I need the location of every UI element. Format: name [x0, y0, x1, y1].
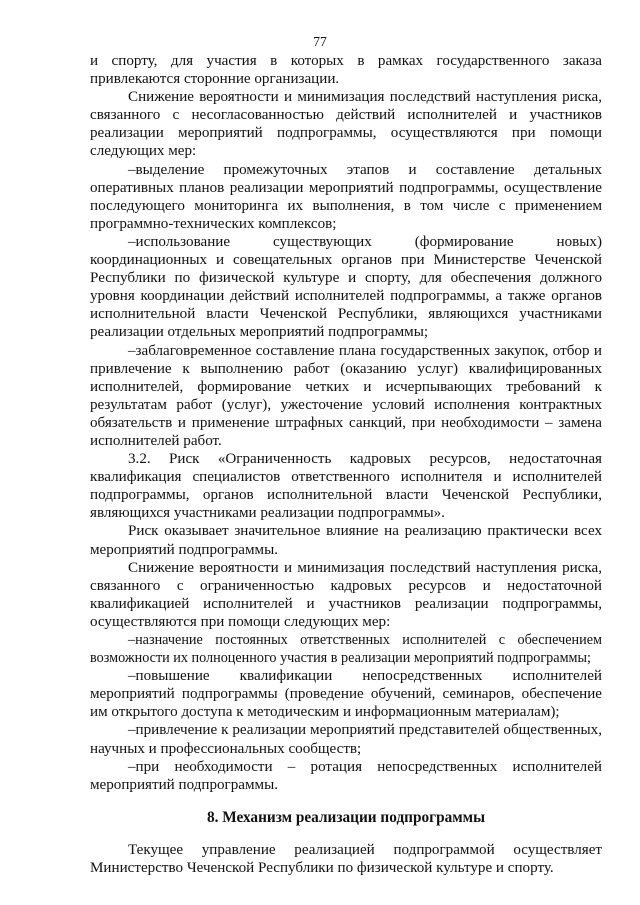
list-item-rotation: –при необходимости – ротация непосредственных исполнителей мероприятий подпрограммы.	[90, 758, 602, 793]
list-item-coordination-bodies: –использование существующих (формирование новых) координационных и совещательных органов при Министерстве Чеченской Республики по физической культуре и спорту, для обеспечения должного уровня координации действий исполнителей подпрограммы, а также органов исполнительной власти Чеченской Республики, являющихся участниками реализации отдельных мероприятий подпрограммы;	[90, 233, 602, 341]
page-number: 77	[313, 34, 327, 49]
page-body	[90, 52, 602, 877]
paragraph-risk-impact: Риск оказывает значительное влияние на реализацию практически всех мероприятий подпрограммы.	[90, 523, 602, 558]
list-item-intermediate-stages: –выделение промежуточных этапов и составление детальных оперативных планов реализации мероприятий подпрограммы, осуществление последующего мониторинга их выполнения, в том числе с применением программно-технических комплексов;	[90, 161, 602, 232]
paragraph-risk-3-2: 3.2. Риск «Ограниченность кадровых ресурсов, недостаточная квалификация специалистов ответственного исполнителя и исполнителей подпрограммы, органов исполнительной власти Чеченской Республики, являющихся участниками реализации подпрограммы».	[90, 451, 602, 522]
section-heading: 8. Механизм реализации подпрограммы	[206, 808, 486, 826]
paragraph-current-management: Текущее управление реализацией подпрограммой осуществляет Министерство Чеченской Республики по физической культуре и спорту.	[90, 841, 602, 876]
paragraph-risk-mitigation-intro: Снижение вероятности и минимизация последствий наступления риска, связанного с несогласованностью действий исполнителей и участников реализации мероприятий подпрограммы, осуществляются при помощи следующих мер:	[90, 89, 602, 160]
list-item-permanent-executors: –назначение постоянных ответственных исполнителей с обеспечением возможности их полноценного участия в реализации мероприятий подпрограммы;	[90, 632, 602, 667]
paragraph-staff-risk-mitigation: Снижение вероятности и минимизация последствий наступления риска, связанного с ограниченностью кадровых ресурсов и недостаточной квалификацией исполнителей и участников реализации подпрограммы, осуществляются при помощи следующих мер:	[90, 559, 602, 630]
list-item-qualification: –повышение квалификации непосредственных исполнителей мероприятий подпрограммы (проведение обучений, семинаров, обеспечение им открытого доступа к методическим и информационным материалам);	[90, 668, 602, 721]
list-item-procurement-plan: –заблаговременное составление плана государственных закупок, отбор и привлечение к выполнению работ (оказанию услуг) квалифицированных исполнителей, формирование четких и исчерпывающих требований к результатам работ (услуг), ужесточение условий исполнения контрактных обязательств и применение штрафных санкций, при необходимости – замена исполнителей работ.	[90, 342, 602, 449]
list-item-communities: –привлечение к реализации мероприятий представителей общественных, научных и профессиональных сообществ;	[90, 722, 602, 757]
paragraph-continuation: и спорту, для участия в которых в рамках государственного заказа привлекаются сторонние организации.	[90, 53, 602, 88]
